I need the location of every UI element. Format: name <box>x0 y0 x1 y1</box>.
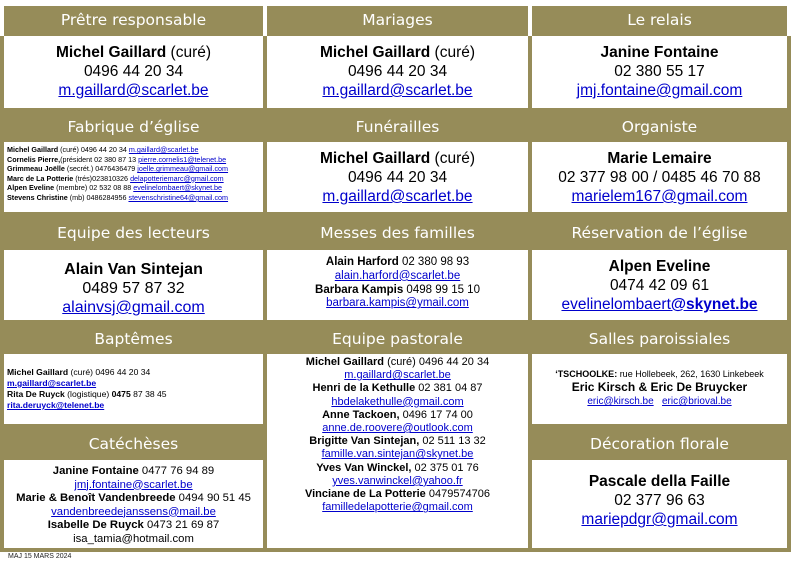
header-relais: Le relais <box>532 6 787 36</box>
pretre-email-link[interactable]: m.gaillard@scarlet.be <box>58 82 209 99</box>
pretre-name: Michel Gaillard <box>55 44 167 61</box>
relais-phone: 02 380 55 17 <box>614 63 705 80</box>
card-catecheses <box>0 460 267 552</box>
salles-place: ‘TSCHOOLKE: <box>555 369 618 379</box>
baptemes-phone-2: 87 38 45 <box>130 389 167 399</box>
header-salles: Salles paroissiales <box>528 324 791 354</box>
card-pastorale <box>263 354 532 552</box>
card-reservation <box>528 250 791 324</box>
header-baptemes: Baptêmes <box>0 324 267 354</box>
fabrique-email-3[interactable]: joelle.grimmeau@gmail.com <box>137 164 229 174</box>
pastorale-name-6: Vinciane de La Potterie <box>304 488 426 501</box>
catecheses-phone-1: 0477 76 94 89 <box>138 465 215 477</box>
header-pretre: Prêtre responsable <box>4 6 263 36</box>
pastorale-email-1[interactable]: m.gaillard@scarlet.be <box>344 369 451 382</box>
baptemes-info-2: (logistique) <box>64 389 112 399</box>
catecheses-email-2[interactable]: vandenbreedejanssens@mail.be <box>51 505 216 518</box>
reservation-email-user: evelinelombaert <box>561 296 671 313</box>
messes-email-2[interactable]: barbara.kampis@ymail.com <box>326 297 469 310</box>
organiste-phone: 02 377 98 00 / 0485 46 70 88 <box>558 169 761 186</box>
header-lecteurs: Equipe des lecteurs <box>0 216 267 250</box>
pastorale-email-2[interactable]: hbdelakethulle@gmail.com <box>331 395 464 408</box>
messes-name-1: Alain Harford <box>325 256 399 268</box>
fabrique-name-1: Michel Gaillard <box>7 145 59 154</box>
pastorale-email-4[interactable]: famille.van.sintejan@skynet.be <box>321 448 474 461</box>
decoration-email-link[interactable]: mariepdgr@gmail.com <box>581 511 738 528</box>
header-mariages: Mariages <box>267 6 528 36</box>
funerailles-email-link[interactable]: m.gaillard@scarlet.be <box>322 188 473 205</box>
baptemes-email-2[interactable]: rita.deruyck@telenet.be <box>7 400 105 410</box>
fabrique-info-2: (président 02 380 87 13 <box>60 154 139 164</box>
mariages-email-link[interactable]: m.gaillard@scarlet.be <box>322 82 473 99</box>
decoration-name: Pascale della Faille <box>588 473 731 490</box>
header-messes: Messes des familles <box>263 216 532 250</box>
salles-email-2[interactable]: eric@brioval.be <box>662 396 732 407</box>
fabrique-info-6: (mb) 0486284956 <box>67 192 129 202</box>
catecheses-email-1[interactable]: jmj.fontaine@scarlet.be <box>74 478 193 491</box>
baptemes-phone-prefix-2: 0475 <box>111 389 131 399</box>
baptemes-name-2: Rita De Ruyck <box>7 389 65 399</box>
pastorale-name-3: Anne Tackoen, <box>322 408 400 421</box>
organiste-email-link[interactable]: marielem167@gmail.com <box>571 188 748 205</box>
pastorale-name-5: Yves Van Winckel, <box>316 461 412 474</box>
messes-name-2: Barbara Kampis <box>315 283 404 296</box>
fabrique-info-5: (membre) 02 532 08 88 <box>54 183 134 193</box>
card-messes <box>263 250 532 324</box>
catecheses-phone-3: 0473 21 69 87 <box>143 519 220 531</box>
fabrique-name-5: Alpen Eveline <box>7 183 55 193</box>
fabrique-email-1[interactable]: m.gaillard@scarlet.be <box>128 145 199 154</box>
pastorale-name-1: Michel Gaillard <box>305 356 385 368</box>
reservation-email-domain: @skynet.be <box>670 296 758 313</box>
pastorale-phone-6: 0479574706 <box>425 488 491 501</box>
header-decoration: Décoration florale <box>528 428 791 460</box>
baptemes-info-1: (curé) 0496 44 20 34 <box>68 367 151 377</box>
header-funerailles: Funérailles <box>263 112 532 142</box>
salles-names: Eric Kirsch & Eric De Bruycker <box>571 380 748 394</box>
fabrique-info-1: (curé) 0496 44 20 34 <box>58 145 129 154</box>
header-reservation: Réservation de l’église <box>528 216 791 250</box>
pastorale-phone-4: 02 511 13 32 <box>419 435 486 448</box>
catecheses-name-2: Marie & Benoît Vandenbreede <box>16 492 176 504</box>
messes-phone-2: 0498 99 15 10 <box>403 283 480 296</box>
funerailles-name: Michel Gaillard <box>319 150 431 167</box>
fabrique-email-2[interactable]: pierre.cornelis1@telenet.be <box>138 154 227 164</box>
catecheses-phone-2: 0494 90 51 45 <box>175 492 251 504</box>
salles-email-1[interactable]: eric@kirsch.be <box>587 396 654 407</box>
relais-email-link[interactable]: jmj.fontaine@gmail.com <box>576 82 743 99</box>
card-decoration <box>528 460 791 552</box>
card-organiste <box>528 142 791 216</box>
update-date: MAJ 15 MARS 2024 <box>8 553 72 560</box>
fabrique-info-3: (secrét.) 0476436479 <box>64 164 138 174</box>
lecteurs-name: Alain Van Sintejan <box>64 261 203 278</box>
card-funerailles <box>263 142 532 216</box>
lecteurs-phone: 0489 57 87 32 <box>82 280 185 297</box>
catecheses-name-3: Isabelle De Ruyck <box>47 519 144 531</box>
header-fabrique: Fabrique d’église <box>0 112 267 142</box>
baptemes-email-1[interactable]: m.gaillard@scarlet.be <box>7 378 97 388</box>
lecteurs-email-link[interactable]: alainvsj@gmail.com <box>62 299 205 316</box>
card-pretre <box>0 36 267 112</box>
pastorale-phone-1: (curé) 0496 44 20 34 <box>384 356 490 368</box>
mariages-name: Michel Gaillard <box>319 44 431 61</box>
pastorale-phone-5: 02 375 01 76 <box>411 461 479 474</box>
card-mariages <box>263 36 532 112</box>
pastorale-phone-2: 02 381 04 87 <box>415 382 483 395</box>
mariages-phone: 0496 44 20 34 <box>347 63 448 80</box>
fabrique-email-5[interactable]: evelinelombaert@skynet.be <box>133 183 223 193</box>
pastorale-name-2: Henri de la Kethulle <box>312 382 416 395</box>
baptemes-name-1: Michel Gaillard <box>7 367 69 377</box>
organiste-name: Marie Lemaire <box>607 150 712 167</box>
fabrique-name-3: Grimmeau Joëlle <box>7 164 65 174</box>
catecheses-name-1: Janine Fontaine <box>52 465 139 477</box>
pretre-phone: 0496 44 20 34 <box>83 63 184 80</box>
pastorale-email-5[interactable]: yves.vanwinckel@yahoo.fr <box>332 474 463 487</box>
pastorale-email-6[interactable]: familledelapotterie@gmail.com <box>322 501 473 514</box>
messes-phone-1: 02 380 98 93 <box>398 256 470 268</box>
fabrique-email-4[interactable]: delapotteriemarc@gmail.com <box>130 173 224 183</box>
fabrique-name-4: Marc de La Potterie <box>7 173 74 183</box>
card-baptemes <box>0 354 267 428</box>
reservation-email-link[interactable] <box>532 295 787 314</box>
salles-address: rue Hollebeek, 262, 1630 Linkebeek <box>617 369 764 379</box>
relais-name: Janine Fontaine <box>600 44 719 61</box>
header-pastorale: Equipe pastorale <box>263 324 532 354</box>
fabrique-info-4: (trés)023810326 <box>73 173 131 183</box>
messes-email-1[interactable]: alain.harford@scarlet.be <box>334 269 461 282</box>
funerailles-role: (curé) <box>430 150 476 167</box>
fabrique-email-6[interactable]: stevenschristine64@gmail.com <box>128 192 229 202</box>
catecheses-email-3: isa_tamia@hotmail.com <box>73 532 194 545</box>
card-relais <box>528 36 791 112</box>
funerailles-phone: 0496 44 20 34 <box>347 169 448 186</box>
fabrique-name-6: Stevens Christine <box>7 192 68 202</box>
pastorale-phone-3: 0496 17 74 00 <box>399 408 473 421</box>
pastorale-name-4: Brigitte Van Sintejan, <box>309 435 420 448</box>
pretre-role: (curé) <box>166 44 212 61</box>
pastorale-email-3[interactable]: anne.de.roovere@outlook.com <box>322 422 473 435</box>
header-organiste: Organiste <box>528 112 791 142</box>
card-salles <box>528 354 791 428</box>
reservation-name: Alpen Eveline <box>608 258 711 275</box>
reservation-phone: 0474 42 09 61 <box>609 277 710 294</box>
mariages-role: (curé) <box>430 44 476 61</box>
decoration-phone: 02 377 96 63 <box>614 492 705 509</box>
card-lecteurs <box>0 250 267 324</box>
header-catecheses: Catéchèses <box>0 428 267 460</box>
card-fabrique <box>0 142 267 216</box>
fabrique-name-2: Cornelis Pierre, <box>7 154 61 164</box>
